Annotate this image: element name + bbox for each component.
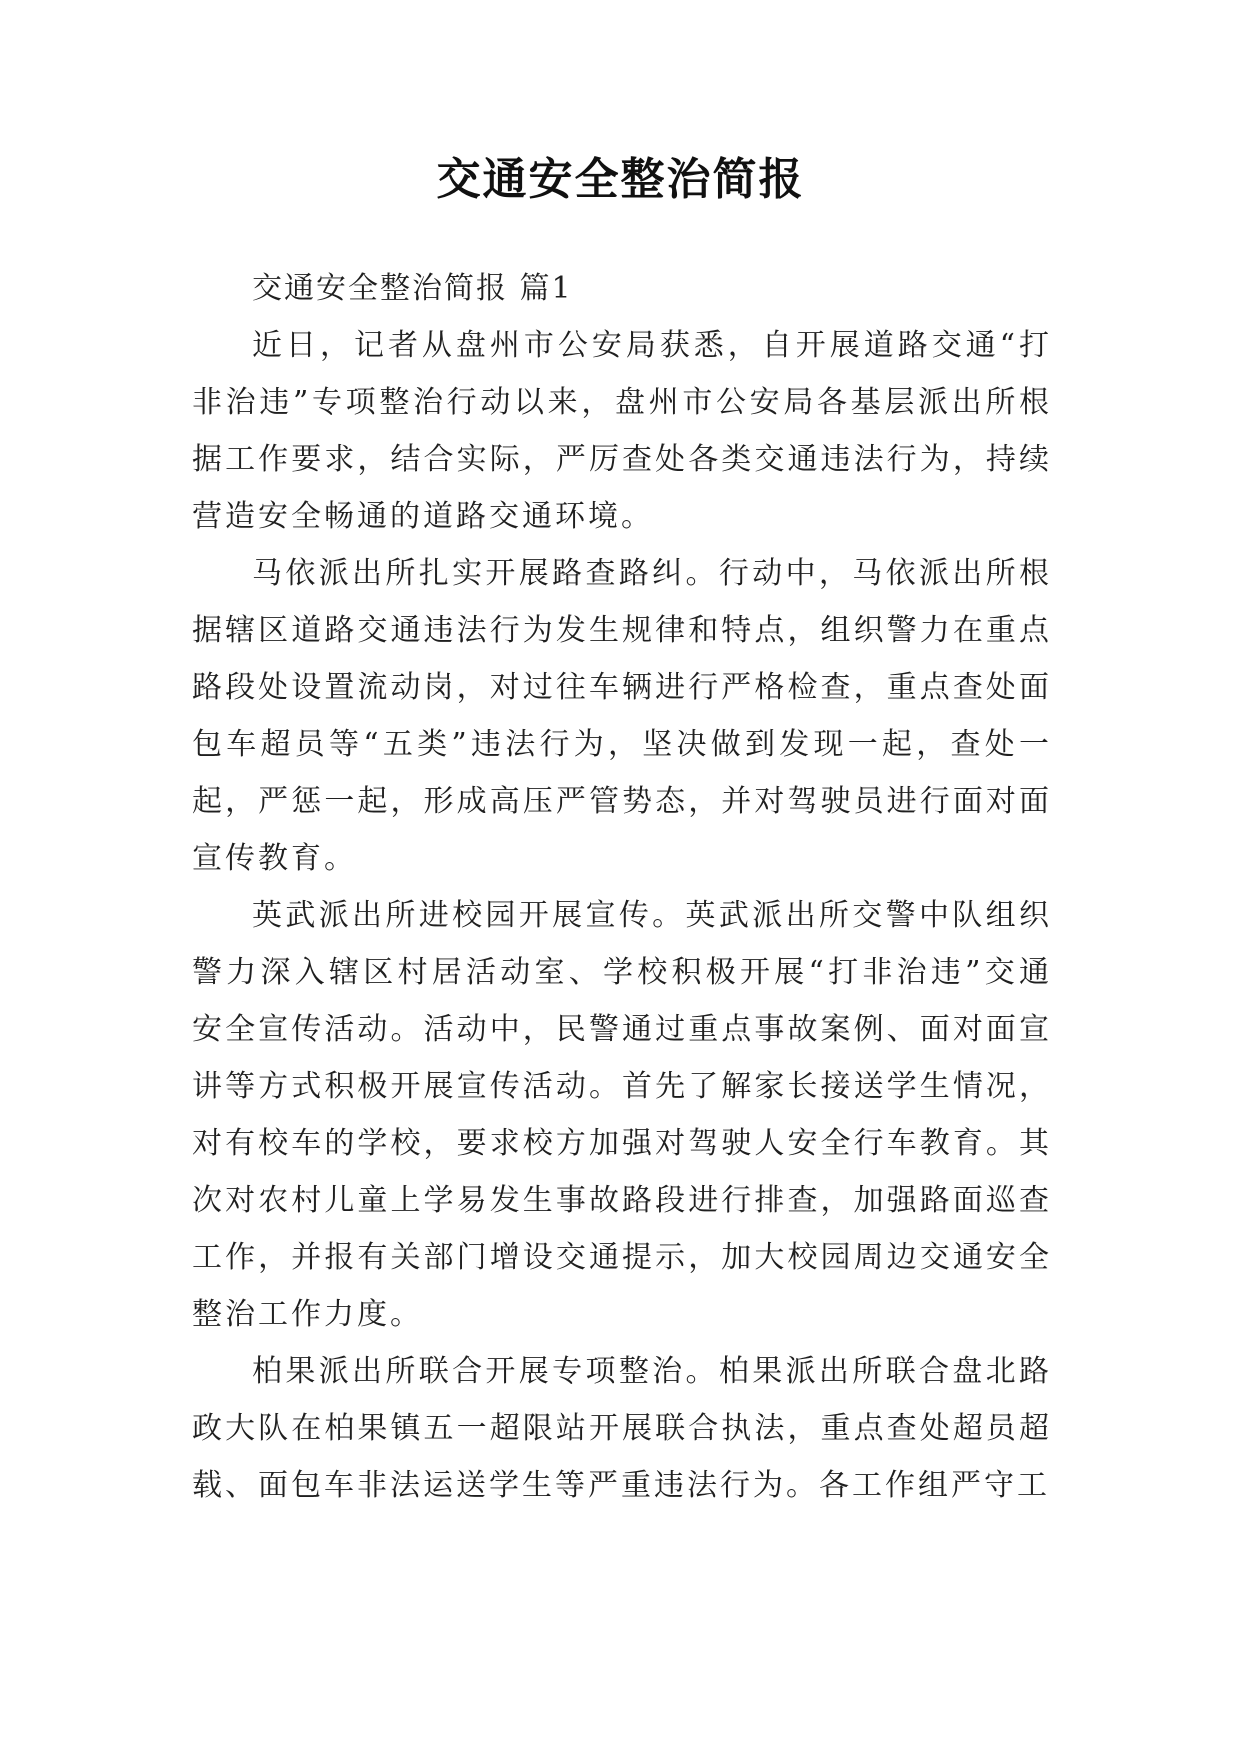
body-paragraph-baiguo: 柏果派出所联合开展专项整治。柏果派出所联合盘北路政大队在柏果镇五一超限站开展联合执法，重点查处超员超载、面包车非法运送学生等严重违法行为。各工作组严守工: [192, 1354, 1052, 1503]
section-heading: 交通安全整治简报 篇1: [252, 271, 573, 306]
body-paragraph-yingwu: 英武派出所进校园开展宣传。英武派出所交警中队组织警力深入辖区村居活动室、学校积极开展“打非治违”交通安全宣传活动。活动中，民警通过重点事故案例、面对面宣讲等方式积极开展宣传活动。首先了解家长接送学生情况，对有校车的学校，要求校方加强对驾驶人安全行车教育。其次对农村儿童上学易发生事故路段进行排查，加强路面巡查工作，并报有关部门增设交通提示，加大校园周边交通安全整治工作力度。: [192, 898, 1052, 1332]
document-body: [192, 260, 1052, 1514]
body-paragraph-mayi: 马依派出所扎实开展路查路纠。行动中，马依派出所根据辖区道路交通违法行为发生规律和特点，组织警力在重点路段处设置流动岗，对过往车辆进行严格检查，重点查处面包车超员等“五类”违法行为，坚决做到发现一起，查处一起，严惩一起，形成高压严管势态，并对驾驶员进行面对面宣传教育。: [192, 556, 1052, 876]
document-title: 交通安全整治简报: [436, 154, 805, 205]
body-paragraph-intro: 近日，记者从盘州市公安局获悉，自开展道路交通“打非治违”专项整治行动以来，盘州市公安局各基层派出所根据工作要求，结合实际，严厉查处各类交通违法行为，持续营造安全畅通的道路交通环境。: [192, 328, 1052, 534]
